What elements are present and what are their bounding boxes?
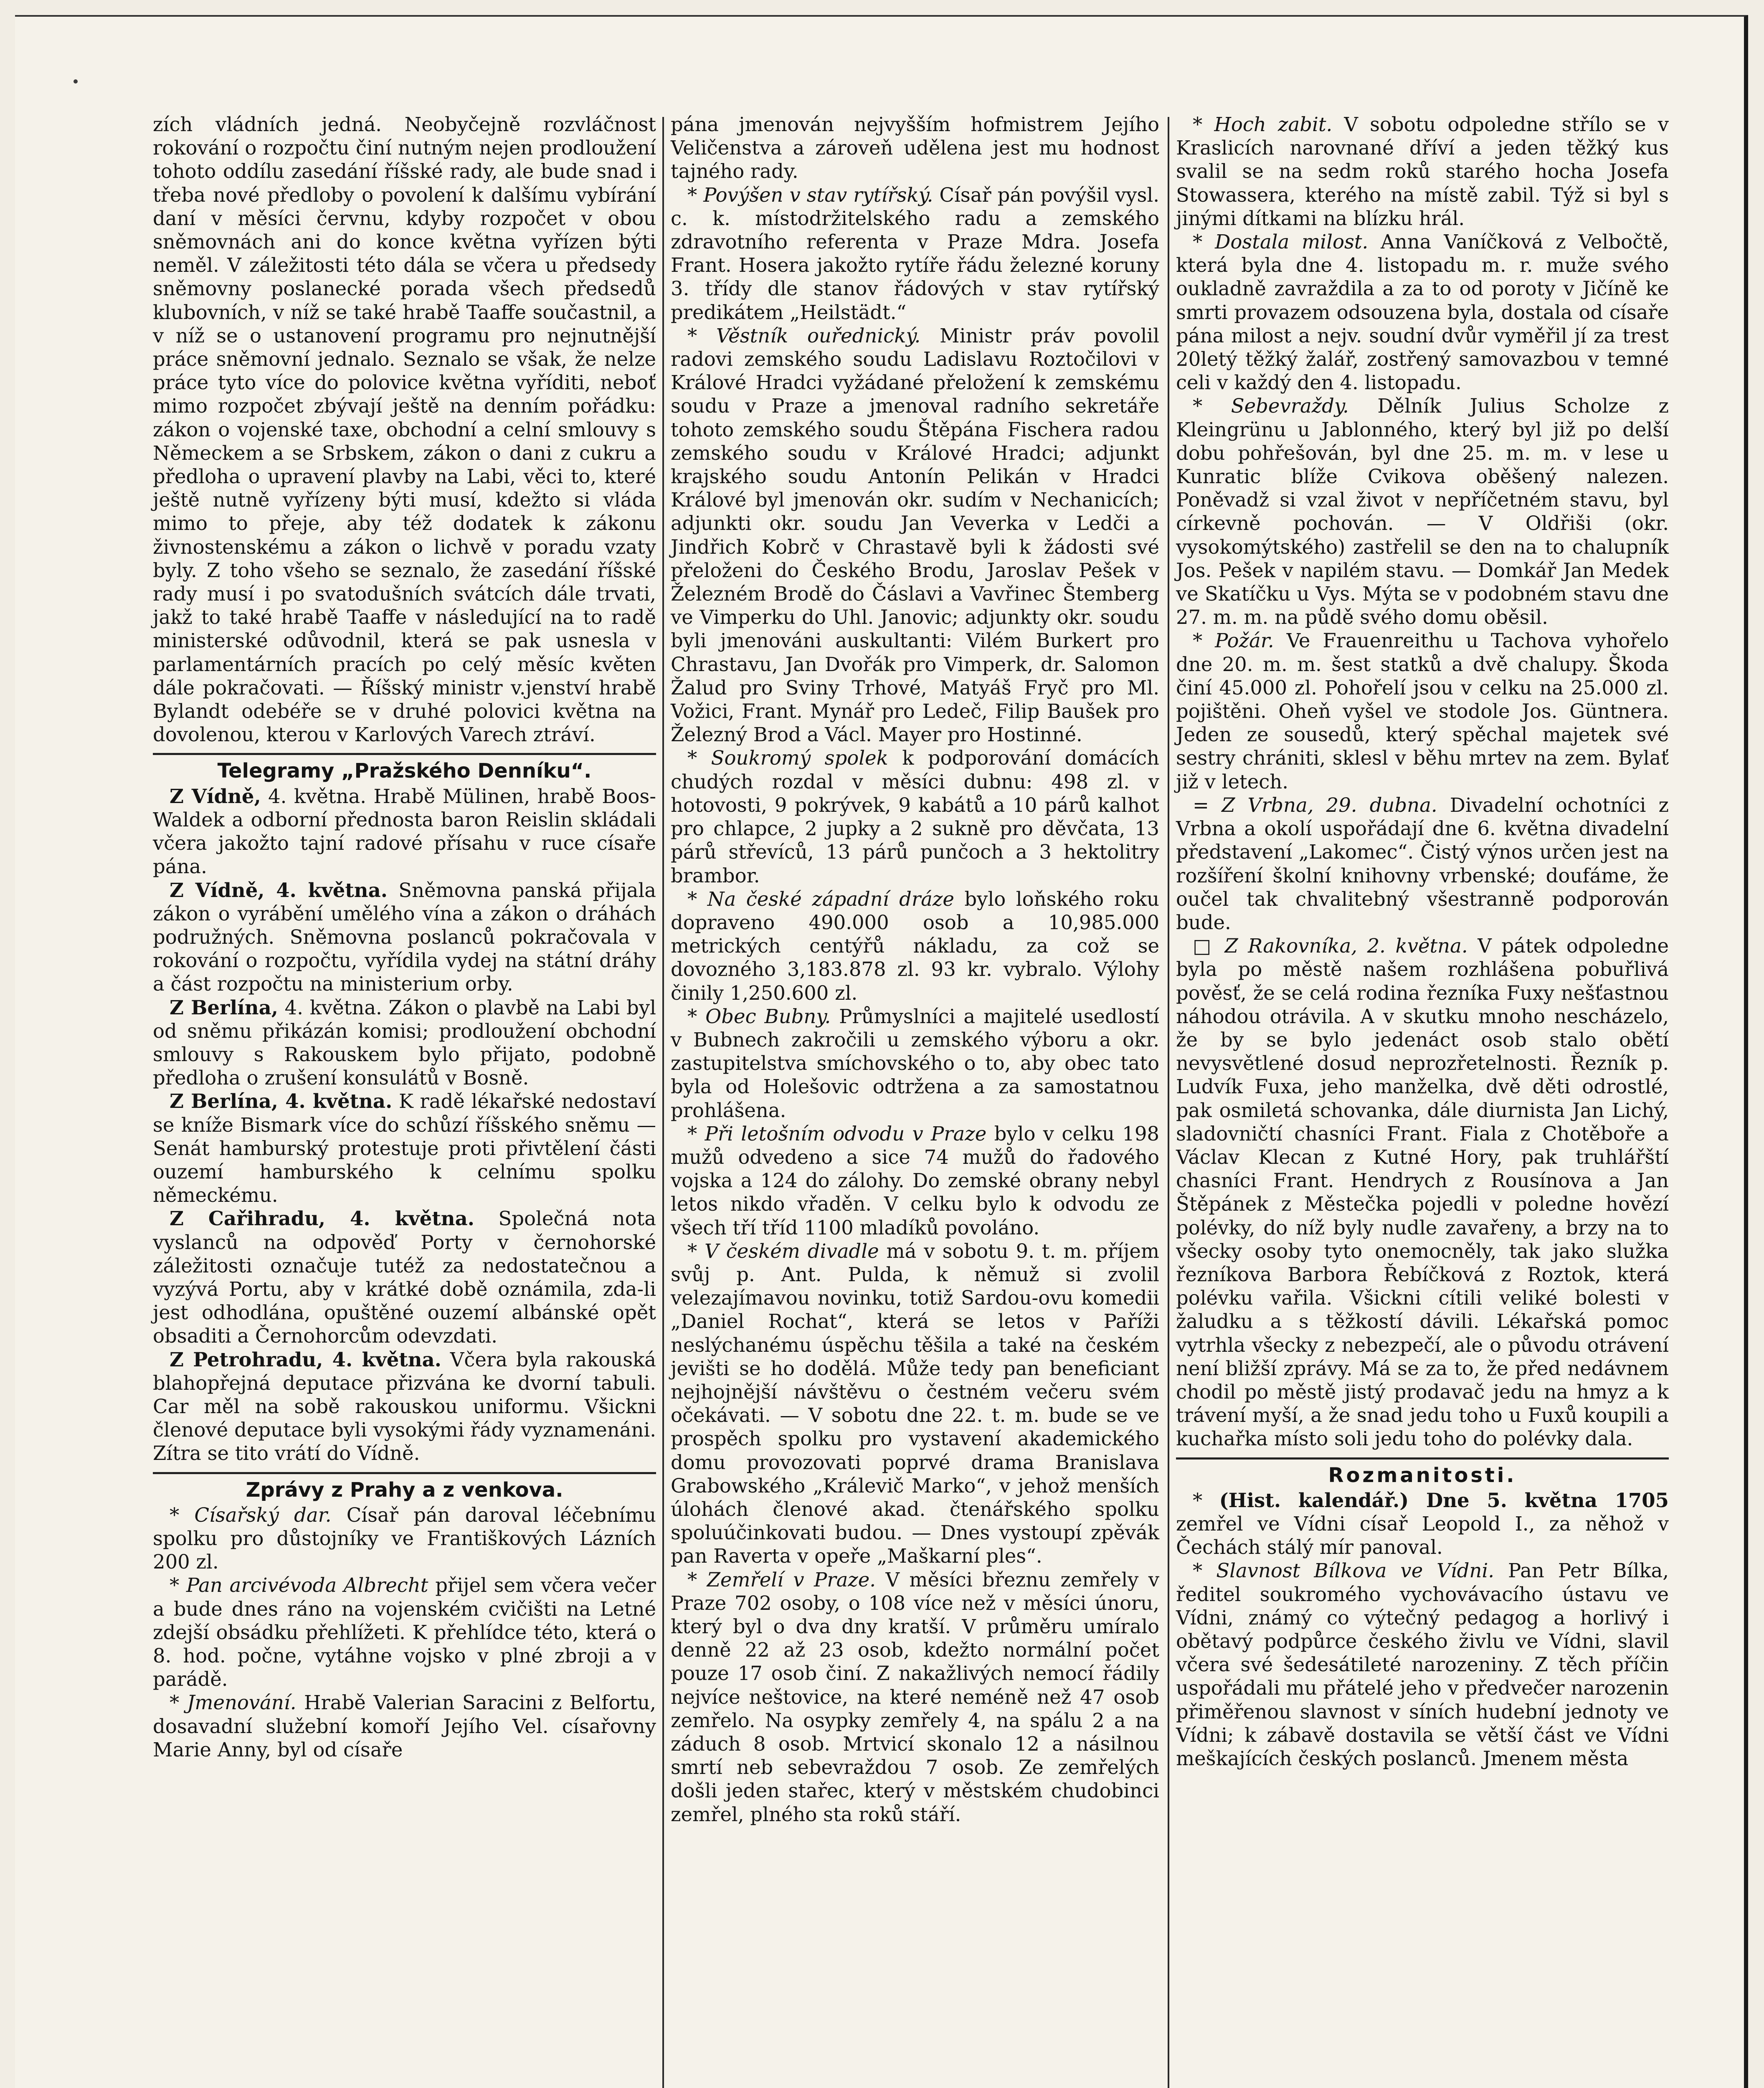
news-item: * Dostala milost. Anna Vaníčková z Velbočtě, která byla dne 4. listopadu m. r. muže svého oukladně zavraždila a za to od poroty v Jičíně ke smrti provazem odsouzena byla, dostala od císaře pána milost a nejv. soudní dvůr vyměřil jí za trest 20letý těžký žalář, zostřený samovazbou v temné celi v každý den 4. listopadu. [1176,231,1669,394]
telegram-dateline: Z Berlína, [170,996,278,1019]
telegram-dateline: Z Cařihradu, 4. května. [170,1207,474,1230]
news-item: * Soukromý spolek k podporování domácích chudých rozdal v měsíci dubnu: 498 zl. v hotovosti, 9 pokrývek, 9 kabátů a 10 párů kalhot pro chlapce, 2 jupky a 2 sukně pro děvčata, 13 párů střevíců, 13 párů punčoch a 3 hektolitry brambor. [671,747,1159,887]
telegram-item [153,1207,656,1348]
news-item: * Požár. Ve Frauenreithu u Tachova vyhořelo dne 20. m. m. šest statků a dvě chalupy. Škoda činí 45.000 zl. Pohořelí jsou v celku na 25.000 zl. pojištěni. Oheň vyšel ve stodole Jos. Güntnera. Jeden ze sousedů, který spěchal majetek své sestry chrániti, sklesl v běhu mrtev na zem. Bylať již v letech. [1176,629,1669,793]
news-text: Císař pán daroval léčebnímu spolku pro důstojníky ve Františkových Lázních 200 zl. [153,1503,656,1574]
news-text: Ve Frauenreithu u Tachova vyhořelo dne 20. m. m. šest statků a dvě chalupy. Škoda činí 45.000 zl. Pohořelí jsou v celku na 25.000 zl. pojištěni. Oheň vyšel ve stodole Jos. Güntnera. Jeden ze sousedů, který spěchal majetek své sestry chrániti, sklesl v běhu mrtev na zem. Bylať již v letech. [1176,629,1669,793]
news-text: Průmyslníci a majitelé usedlostí v Bubnech zakročili u zemského výboru a okr. zastupitelstva smíchovského o to, aby obec tato byla od Holešovic odtržena a za samostatnou prohlášena. [671,1005,1160,1122]
news-title: Hoch zabit. [1214,113,1333,136]
column-rule [662,117,664,2088]
telegram-text: K radě lékařské nedostaví se kníže Bismark více do schůzí říšského sněmu — Senát hamburský protestuje proti přivtělení části ouzemí hamburského k celnímu spolku německému. [153,1090,656,1207]
news-title: Věstník ouřednický. [716,324,921,347]
news-item: * Na české západní dráze bylo loňského roku dopraveno 490.000 osob a 10,985.000 metrických centýřů nákladu, za což se dovozného 3,183.878 zl. 93 kr. vybralo. Výlohy činily 1,250.600 zl. [671,887,1159,1004]
news-item: * Při letošním odvodu v Praze bylo v celku 198 mužů odvedeno a sice 74 mužů do řadového vojska a 124 do zálohy. Do zemské obrany nebyl letos nikdo vřaděn. V celku bylo k odvodu ze všech tří tříd 1100 mladíků povoláno. [671,1122,1159,1239]
column-1 [153,113,656,1761]
section-heading-news: Zprávy z Prahy a z venkova. [153,1472,656,1502]
news-item: * Slavnost Bílkova ve Vídni. Pan Petr Bílka, ředitel soukromého vychovávacího ústavu ve Vídni, známý co výtečný pedagog a horlivý i obětavý podpůrce českého živlu ve Vídni, slavil včera své šedesátileté narozeniny. Z těch příčin uspořádali mu přátelé jeho v předvečer narozenin přiměřenou slavnost v síních hudební jednoty ve Vídni; k zábavě dostavila se větší část ve Vídni meškajících českých poslanců. Jmenem města [1176,1559,1669,1770]
newspaper-page [15,15,1748,2088]
column-rule [1168,117,1169,2088]
news-text: Dělník Julius Scholze z Kleingrünu u Jablonného, který byl již po delší dobu pohřešován, byl dne 25. m. m. v lese u Kunratic blíže Cvikova oběšený nalezen. Poněvadž si vzal život v nepříčetném stavu, byl církevně pochován. — V Oldřiši (okr. vysokomýtského) zastřelil se den na to chalupník Jos. Pešek v napilém stavu. — Domkář Jan Medek ve Skatíčku u Vys. Mýta se v podobném stavu dne 27. m. m. na půdě svého domu oběsil. [1176,395,1669,629]
telegram-text: Společná nota vyslanců na odpověď Porty v černohorské záležitosti označuje tutéž za nedostatečnou a vyzývá Portu, aby v krátké době oznámila, zda-li jest odhodlána, opuštěné ouzemí albánské opět obsaditi a Černohorcům odevzdati. [153,1207,656,1348]
telegram-text: Včera byla rakouská blahopřejná deputace přizvána ke dvorní tabuli. Car měl na sobě rakouskou uniformu. Všickni členové deputace byli vysokými řády vyznamenáni. Zítra se tito vrátí do Vídně. [153,1348,656,1465]
news-text: Anna Vaníčková z Velbočtě, která byla dne 4. listopadu m. r. muže svého oukladně zavraždila a za to od poroty v Jičíně ke smrti provazem odsouzena byla, dostala od císaře pána milost a nejv. soudní dvůr vyměřil jí za trest 20letý těžký žalář, zostřený samovazbou v temné celi v každý den 4. listopadu. [1176,231,1669,394]
news-text: Ministr práv povolil radovi zemského soudu Ladislavu Roztočilovi v Králové Hradci vyžádané přeložení k zemskému soudu v Praze a jmenoval radního sekretáře tohoto zemského soudu Štěpána Fischera radou zemského soudu v Králové Hradci; adjunkt krajského soudu Antonín Pelikán v Hradci Králové byl jmenován okr. sudím v Nechanicích; adjunkti okr. soudu Jan Veverka v Ledči a Jindřich Kobrč v Chrastavě byli k žádosti své přeloženi do Českého Brodu, Jaroslav Pešek v Železném Brodě do Čáslavi a Vavřinec Štemberg ve Vimperku do Uhl. Janovic; adjunkty okr. soudu byli jmenováni auskultanti: Vilém Burkert pro Chrastavu, Jan Dvořák pro Vimperk, dr. Salomon Žalud pro Sviny Trhové, Matyáš Fryč pro Ml. Vožici, Frant. Mynář pro Ledeč, Filip Baušek pro Železný Brod a Václ. Mayer pro Hostinné. [671,324,1159,746]
news-text: Pan Petr Bílka, ředitel soukromého vychovávacího ústavu ve Vídni, známý co výtečný pedagog a horlivý i obětavý podpůrce českého živlu ve Vídni, slavil včera své šedesátileté narozeniny. Z těch příčin uspořádali mu přátelé jeho v předvečer narozenin přiměřenou slavnost v síních hudební jednoty ve Vídni; k zábavě dostavila se větší část ve Vídni meškajících českých poslanců. Jmenem města [1176,1559,1669,1770]
column-2 [671,113,1159,1826]
news-item: * Věstník ouřednický. Ministr práv povolil radovi zemského soudu Ladislavu Roztočilovi v Králové Hradci vyžádané přeložení k zemskému soudu v Praze a jmenoval radního sekretáře tohoto zemského soudu Štěpána Fischera radou zemského soudu v Králové Hradci; adjunkt krajského soudu Antonín Pelikán v Hradci Králové byl jmenován okr. sudím v Nechanicích; adjunkti okr. soudu Jan Veverka v Ledči a Jindřich Kobrč v Chrastavě byli k žádosti své přeloženi do Českého Brodu, Jaroslav Pešek v Železném Brodě do Čáslavi a Vavřinec Štemberg ve Vimperku do Uhl. Janovic; adjunkty okr. soudu byli jmenováni auskultanti: Vilém Burkert pro Chrastavu, Jan Dvořák pro Vimperk, dr. Salomon Žalud pro Sviny Trhové, Matyáš Fryč pro Ml. Vožici, Frant. Mynář pro Ledeč, Filip Baušek pro Železný Brod a Václ. Mayer pro Hostinné. [671,324,1159,746]
news-title: (Hist. kalendář.) Dne 5. května 1705 [1219,1488,1669,1512]
news-title: Obec Bubny. [705,1005,831,1028]
news-title: Na české západní dráze [707,887,954,910]
print-speck [74,79,78,84]
news-title: Povýšen v stav rytířský. [703,183,933,206]
telegram-text: Sněmovna panská přijala zákon o vyrábění umělého vína a zákon o dráhách podružných. Sněmovna poslanců pokračovala v rokování o rozpočtu, vyřídila vydej na státní dráhy a část rozpočtu na ministerium orby. [153,879,656,996]
telegram-item [153,1090,656,1207]
news-item: * Hoch zabit. V sobotu odpoledne střílo se v Kraslicích narovnané dříví a jeden těžký kus svalil se na sedm roků starého hocha Josefa Stowassera, kterého na místě zabil. Týž si byl s jinými dítkami na blízku hrál. [1176,113,1669,230]
news-text: má v sobotu 9. t. m. příjem svůj p. Ant. Pulda, k němuž si zvolil velezajímavou novinku, totiž Sardou-ovu komedii „Daniel Rochat“, která se letos v Paříži neslýchanému úspěchu těšila a také na českém jevišti se ho dodělá. Může tedy pan beneficiant nejhojnější návštěvu o čestném večeru svém očekávati. — V sobotu dne 22. t. m. bude se ve prospěch spolku pro vystavení akademického domu provozovati poprvé drama Branislava Grabowského „Králevič Marko“, v jehož menších úlohách členové akad. čtenářského spolku spoluúčinkovati budou. — Dnes vystoupí zpěvák pan Raverta v opeře „Maškarní ples“. [671,1239,1159,1568]
news-item: * Jmenování. Hrabě Valerian Saracini z Belfortu, dosavadní služební komoří Jejího Vel. císařovny Marie Anny, byl od císaře [153,1691,656,1761]
news-title: Zemřelí v Praze. [707,1568,876,1591]
telegram-item [153,996,656,1090]
news-item: * (Hist. kalendář.) Dne 5. května 1705 zemřel ve Vídni císař Leopold I., za něhož v Čechách stálý mír panoval. [1176,1488,1669,1559]
news-title: Při letošním odvodu v Praze [705,1122,987,1145]
article-continuation: pána jmenován nejvyšším hofmistrem Jejího Veličenstva a zároveň udělena jest mu hodnost tajného rady. [671,113,1159,183]
column-3 [1176,113,1669,1770]
telegram-item [153,1348,656,1465]
telegram-dateline: Z Berlína, 4. května. [170,1090,393,1113]
news-title: Z Vrbna, 29. dubna. [1222,793,1437,816]
news-title: Z Rakovníka, 2. května. [1224,935,1468,958]
news-item: * V českém divadle má v sobotu 9. t. m. příjem svůj p. Ant. Pulda, k němuž si zvolil velezajímavou novinku, totiž Sardou-ovu komedii „Daniel Rochat“, která se letos v Paříži neslýchanému úspěchu těšila a také na českém jevišti se ho dodělá. Může tedy pan beneficiant nejhojnější návštěvu o čestném večeru svém očekávati. — V sobotu dne 22. t. m. bude se ve prospěch spolku pro vystavení akademického domu provozovati poprvé drama Branislava Grabowského „Králevič Marko“, v jehož menších úlohách členové akad. čtenářského spolku spoluúčinkovati budou. — Dnes vystoupí zpěvák pan Raverta v opeře „Maškarní ples“. [671,1239,1159,1568]
section-heading-telegrams: Telegramy „Pražského Denníku“. [153,753,656,783]
news-text: V sobotu odpoledne střílo se v Kraslicích narovnané dříví a jeden těžký kus svalil se na sedm roků starého hocha Josefa Stowassera, kterého na místě zabil. Týž si byl s jinými dítkami na blízku hrál. [1176,113,1669,230]
news-text: k podporování domácích chudých rozdal v měsíci dubnu: 498 zl. v hotovosti, 9 pokrývek, 9 kabátů a 10 párů kalhot pro chlapce, 2 jupky a 2 sukně pro děvčata, 13 párů střevíců, 13 párů punčoch a 3 hektolitry brambor. [671,747,1159,887]
telegram-dateline: Z Vídně, [170,784,261,808]
news-title: Jmenování. [187,1691,297,1714]
news-item: * Zemřelí v Praze. V měsíci březnu zemřely v Praze 702 osoby, o 108 více než v měsíci únoru, který byl o dva dny kratší. V průměru umíralo denně 22 až 23 osob, kdežto normální počet pouze 17 osob činí. Z nakažlivých nemocí řádily nejvíce neštovice, na které neméně než 47 osob zemřelo. Na osypky zemřely 4, na spálu 2 a na záduch 8 osob. Mrtvicí skonalo 12 a násilnou smrtí neb sebevraždou 7 osob. Ze zemřelých došli jeden stařec, který v městském chudobinci zemřel, plného sta roků stáří. [671,1568,1159,1826]
telegram-dateline: Z Petrohradu, 4. května. [170,1348,441,1371]
news-text: V pátek odpoledne byla po městě našem rozhlášena pobuřlivá pověsť, že se celá rodina řezníka Fuxy nešťastnou náhodou otrávila. A v skutku mnoho nescházelo, že by se bylo jedenáct osob stalo obětí nevysvětlené dosud neprozřetelnosti. Řezník p. Ludvík Fuxa, jeho manželka, dvě děti odrostlé, pak osmiletá schovanka, dále diurnista Jan Lichý, sladovničtí chasníci Frant. Fiala z Chotěboře a Václav Klecan z Kutné Hory, pak truhlářští chasníci Frant. Hendrych z Rousínova a Jan Štěpánek z Městečka pojedli v poledne hovězí polévky, do níž byly nudle zavařeny, a brzy na to všecky osoby tyto onemocněly, tak jako služka řezníkova Barbora Řebíčková z Roztok, která polévku vařila. Všickni cítili veliké bolesti v žaludku a s těžkostí dávili. Lékařská pomoc vytrhla všecky z nebezpečí, ale o původu otrávení není bližší zprávy. Má se za to, že před nedávnem chodil po městě jistý prodavač jedu na hmyz a k trávení myší, a že snad jedu toho u Fuxů koupili a kuchařka místo soli jedu toho do polévky dala. [1176,935,1669,1450]
news-text: V měsíci březnu zemřely v Praze 702 osoby, o 108 více než v měsíci únoru, který byl o dva dny kratší. V průměru umíralo denně 22 až 23 osob, kdežto normální počet pouze 17 osob činí. Z nakažlivých nemocí řádily nejvíce neštovice, na které neméně než 47 osob zemřelo. Na osypky zemřely 4, na spálu 2 a na záduch 8 osob. Mrtvicí skonalo 12 a násilnou smrtí neb sebevraždou 7 osob. Ze zemřelých došli jeden stařec, který v městském chudobinci zemřel, plného sta roků stáří. [671,1568,1159,1826]
news-text: zemřel ve Vídni císař Leopold I., za něhož v Čechách stálý mír panoval. [1176,1512,1669,1559]
section-heading-miscellany: Rozmanitosti. [1176,1457,1669,1487]
news-item: * Povýšen v stav rytířský. Císař pán povýšil vysl. c. k. místodržitelského radu a zemského zdravotního referenta v Praze Mdra. Josefa Frant. Hosera jakožto rytíře řádu železné koruny 3. třídy dle stanov řádových v stav rytířský predikátem „Heilstädt.“ [671,183,1160,324]
telegram-text: 4. května. Hrabě Mülinen, hrabě Boos-Waldek a odborní přednosta baron Reislin skládali včera jakožto tajní radové přísahu v ruce císaře pána. [153,785,656,878]
news-item: * Obec Bubny. Průmyslníci a majitelé usedlostí v Bubnech zakročili u zemského výboru a okr. zastupitelstva smíchovského o to, aby obec tato byla od Holešovic odtržena a za samostatnou prohlášena. [671,1005,1160,1122]
news-text: bylo loňského roku dopraveno 490.000 osob a 10,985.000 metrických centýřů nákladu, za což se dovozného 3,183.878 zl. 93 kr. vybralo. Výlohy činily 1,250.600 zl. [671,887,1159,1004]
news-title: V českém divadle [705,1239,879,1262]
news-item: * Císařský dar. Císař pán daroval léčebnímu spolku pro důstojníky ve Františkových Lázních 200 zl. [153,1503,656,1574]
news-item: □ Z Rakovníka, 2. května. V pátek odpoledne byla po městě našem rozhlášena pobuřlivá pověsť, že se celá rodina řezníka Fuxy nešťastnou náhodou otrávila. A v skutku mnoho nescházelo, že by se bylo jedenáct osob stalo obětí nevysvětlené dosud neprozřetelnosti. Řezník p. Ludvík Fuxa, jeho manželka, dvě děti odrostlé, pak osmiletá schovanka, dále diurnista Jan Lichý, sladovničtí chasníci Frant. Fiala z Chotěboře a Václav Klecan z Kutné Hory, pak truhlářští chasníci Frant. Hendrych z Rousínova a Jan Štěpánek z Městečka pojedli v poledne hovězí polévky, do níž byly nudle zavařeny, a brzy na to všecky osoby tyto onemocněly, tak jako služka řezníkova Barbora Řebíčková z Roztok, která polévku vařila. Všickni cítili veliké bolesti v žaludku a s těžkostí dávili. Lékařská pomoc vytrhla všecky z nebezpečí, ale o původu otrávení není bližší zprávy. Má se za to, že před nedávnem chodil po městě jistý prodavač jedu na hmyz a k trávení myší, a že snad jedu toho u Fuxů koupili a kuchařka místo soli jedu toho do polévky dala. [1176,935,1669,1450]
news-title: Císařský dar. [194,1503,332,1526]
telegram-item [153,879,656,996]
news-item: = Z Vrbna, 29. dubna. Divadelní ochotníci z Vrbna a okolí uspořádají dne 6. května divadelní představení „Lakomec“. Čistý výnos určen jest na rozšíření školní knihovny vrbenské; doufáme, že oučel tak chvalitebný všestranně podporován bude. [1176,793,1669,934]
news-text: přijel sem včera večer a bude dnes ráno na vojenském cvičišti na Letné zdejší obsádku přehlížeti. K přehlídce této, která o 8. hod. počne, vytáhne vojsko v plné zbroji a v parádě. [153,1574,656,1691]
telegram-item [153,785,656,879]
article-continuation: zích vládních jedná. Neobyčejně rozvláčnost rokování o rozpočtu činí nutným nejen prodloužení tohoto oddílu zasedání říšské rady, ale bude snad i třeba nové předloby o povolení k dalšímu vybírání daní v měsíci červnu, kdyby rozpočet v obou sněmovnách ani do konce května vyřízen býti neměl. V záležitosti této dála se včera u předsedy sněmovny poslanecké porada všech předsedů klubovních, v níž se také hrabě Taaffe součastnil, a v níž se o ustanovení programu pro nejnutnější práce sněmovní jednalo. Seznalo se však, že nelze práce tyto více do polovice května vyříditi, neboť mimo rozpočet zbývají ještě na denním pořádku: zákon o vojenské taxe, obchodní a celní smlouvy s Německem a se Srbskem, zákon o dani z cukru a předloha o upravení plavby na Labi, věci to, které ještě nutně vyřízeny býti musí, kdežto si vláda mimo to přeje, aby též dodatek k zákonu živnostenskému a zákon o lichvě v poradu vzaty byly. Z toho všeho se seznalo, že zasedání říšské rady musí i po svatodušních svátcích dále trvati, jakž to také hrabě Taaffe v následující na to radě ministerské odůvodnil, která se pak usnesla v parlamentárních pracích po celý měsíc květen dále pokračovati. — Říšský ministr v.jenství hrabě Bylandt odebéře se v druhé polovici května na dovolenou, kterou v Karlových Varech ztráví. [153,113,656,746]
news-text: Divadelní ochotníci z Vrbna a okolí uspořádají dne 6. května divadelní představení „Lakomec“. Čistý výnos určen jest na rozšíření školní knihovny vrbenské; doufáme, že oučel tak chvalitebný všestranně podporován bude. [1176,793,1669,934]
news-title: Sebevraždy. [1231,395,1349,418]
news-item: * Sebevraždy. Dělník Julius Scholze z Kleingrünu u Jablonného, který byl již po delší dobu pohřešován, byl dne 25. m. m. v lese u Kunratic blíže Cvikova oběšený nalezen. Poněvadž si vzal život v nepříčetném stavu, byl církevně pochován. — V Oldřiši (okr. vysokomýtského) zastřelil se den na to chalupník Jos. Pešek v napilém stavu. — Domkář Jan Medek ve Skatíčku u Vys. Mýta se v podobném stavu dne 27. m. m. na půdě svého domu oběsil. [1176,395,1669,629]
news-title: Pan arcivévoda Albrecht [186,1574,428,1597]
telegram-dateline: Z Vídně, 4. května. [170,878,388,902]
news-title: Požár. [1215,629,1274,652]
telegram-text: 4. května. Zákon o plavbě na Labi byl od sněmu přikázán komisi; prodloužení obchodní smlouvy s Rakouskem bylo přijato, podobně předloha o zrušení konsulátů v Bosně. [153,996,656,1090]
news-title: Slavnost Bílkova ve Vídni. [1216,1559,1495,1582]
news-text: bylo v celku 198 mužů odvedeno a sice 74 mužů do řadového vojska a 124 do zálohy. Do zemské obrany nebyl letos nikdo vřaděn. V celku bylo k odvodu ze všech tří tříd 1100 mladíků povoláno. [671,1122,1159,1239]
news-text: Císař pán povýšil vysl. c. k. místodržitelského radu a zemského zdravotního referenta v Praze Mdra. Josefa Frant. Hosera jakožto rytíře řádu železné koruny 3. třídy dle stanov řádových v stav rytířský predikátem „Heilstädt.“ [671,183,1160,324]
news-item: * Pan arcivévoda Albrecht přijel sem včera večer a bude dnes ráno na vojenském cvičišti na Letné zdejší obsádku přehlížeti. K přehlídce této, která o 8. hod. počne, vytáhne vojsko v plné zbroji a v parádě. [153,1574,656,1691]
news-text: Hrabě Valerian Saracini z Belfortu, dosavadní služební komoří Jejího Vel. císařovny Marie Anny, byl od císaře [153,1691,656,1761]
news-title: Soukromý spolek [711,747,888,770]
news-title: Dostala milost. [1215,231,1369,253]
